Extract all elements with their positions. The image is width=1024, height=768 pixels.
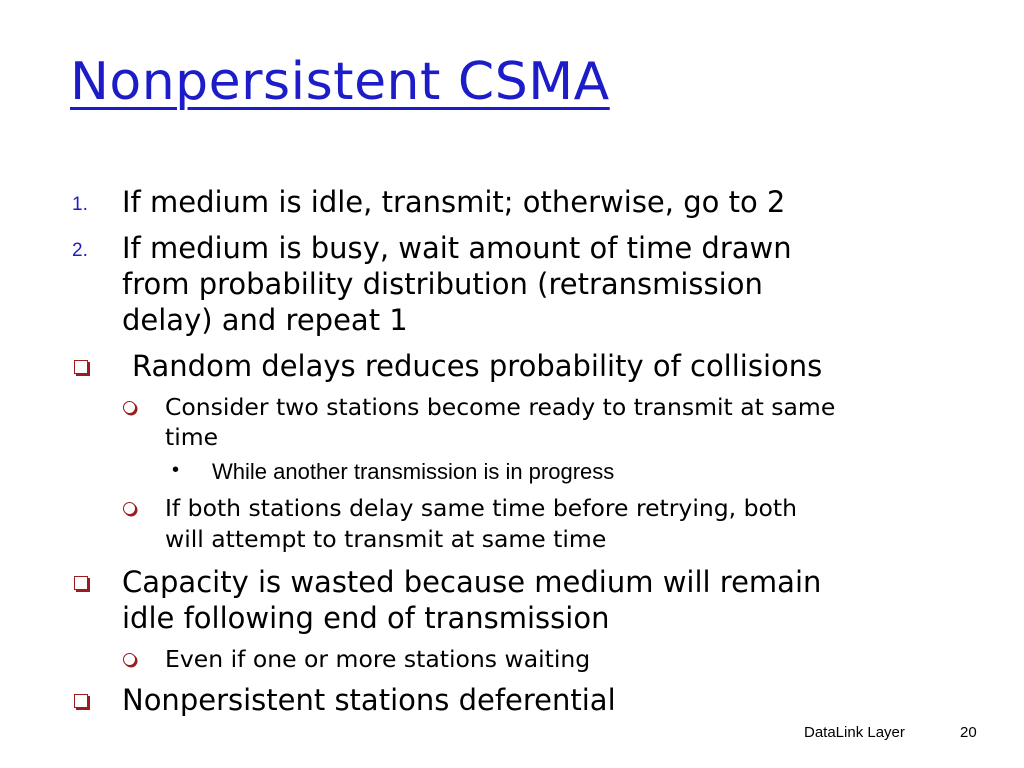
slide-title: Nonpersistent CSMA — [70, 52, 610, 112]
list-item-line: Nonpersistent stations deferential — [122, 683, 616, 717]
list-item-line: delay) and repeat 1 — [122, 303, 408, 337]
list-item-line: Random delays reduces probability of collisions — [132, 349, 823, 383]
footer-label: DataLink Layer — [804, 724, 905, 741]
circle-bullet-icon — [123, 401, 136, 414]
list-item-line: If medium is idle, transmit; otherwise, go to 2 — [122, 185, 786, 219]
list-item-line: If both stations delay same time before retrying, both — [165, 494, 798, 522]
box-bullet-icon — [74, 576, 88, 590]
dot-bullet-icon: • — [172, 459, 180, 481]
footer-page-number: 20 — [960, 724, 977, 741]
list-item-line: time — [165, 423, 219, 451]
box-bullet-icon — [74, 694, 88, 708]
list-item-line: will attempt to transmit at same time — [165, 525, 607, 553]
list-item-line: from probability distribution (retransmission — [122, 267, 763, 301]
box-bullet-icon — [74, 360, 88, 374]
list-item-line: If medium is busy, wait amount of time drawn — [122, 231, 792, 265]
list-number: 2. — [72, 240, 88, 261]
circle-bullet-icon — [123, 653, 136, 666]
list-number: 1. — [72, 194, 88, 215]
circle-bullet-icon — [123, 502, 136, 515]
list-item-line: idle following end of transmission — [122, 601, 610, 635]
list-item-line: Capacity is wasted because medium will remain — [122, 565, 822, 599]
list-item-line: While another transmission is in progress — [212, 459, 615, 484]
list-item-line: Consider two stations become ready to transmit at same — [165, 393, 836, 421]
list-item-line: Even if one or more stations waiting — [165, 645, 591, 673]
